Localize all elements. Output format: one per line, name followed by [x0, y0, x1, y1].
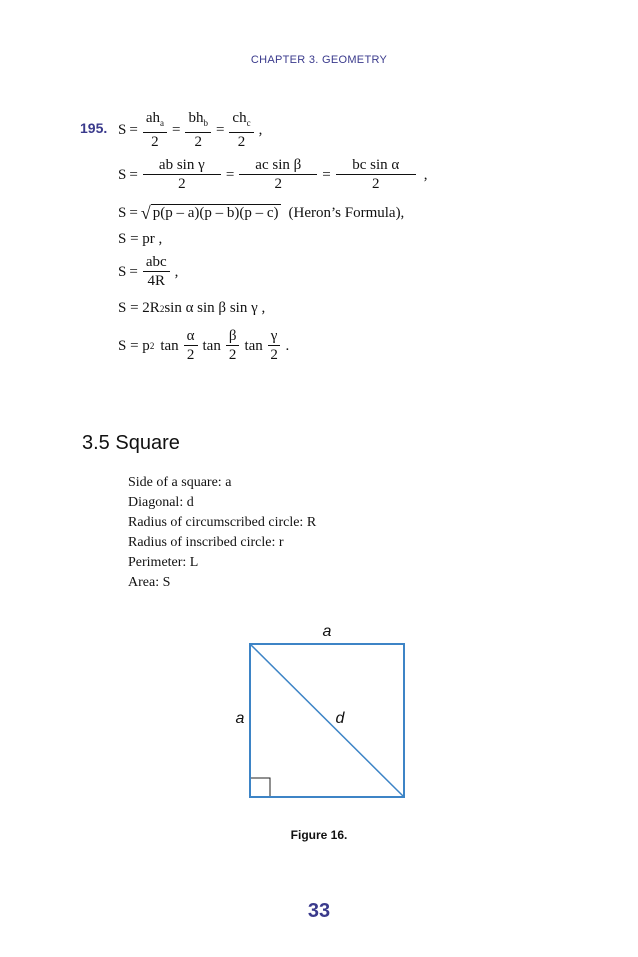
heron-note: (Heron’s Formula),	[288, 204, 405, 221]
right-angle-marker	[251, 778, 270, 796]
label-top-side: a	[322, 623, 332, 640]
definition-item: Diagonal: d	[128, 495, 194, 510]
fraction: $\frac{bh_b}{2}$	[185, 110, 211, 151]
section-title: 3.5 Square	[82, 432, 180, 454]
fraction: $\frac{ch_c}{2}$	[229, 110, 253, 151]
formula-area-inradius: S = pr ,	[118, 231, 163, 247]
definition-item: Side of a square: a	[128, 475, 232, 490]
square-root: √ p(p – a)(p – b)(p – c)	[140, 203, 279, 223]
label-left-side: a	[235, 710, 245, 727]
formula-area-sines-r: S = 2R 2 sin α sin β sin γ ,	[118, 300, 266, 316]
fraction: $\frac{\text{ab sin γ}}{2}$	[143, 157, 221, 193]
formula-heron: S = √ p(p – a)(p – b)(p – c) (Heron’s Formula),	[118, 203, 405, 223]
formula-area-sines: S = $\frac{\text{ab sin γ}}{2}$ = $\frac{\text{ac sin β}}{2}$ = $\frac{\text{bc sin α}}{2}$ ,	[118, 157, 428, 192]
chapter-header: CHAPTER 3. GEOMETRY	[250, 54, 388, 66]
square-diagonal	[250, 644, 404, 797]
formula-area-circumradius: S = $\frac{\text{abc}}{4R}$ ,	[118, 254, 179, 289]
formula-area-tangents: S = p 2 tan $\frac{\alpha}{2}$ tan $\frac{\beta}{2}$ tan $\frac{\gamma}{2}$ .	[118, 328, 290, 363]
page-number: 33	[307, 900, 331, 922]
fraction: $\frac{\text{ac sin β}}{2}$	[239, 157, 317, 193]
problem-number: 195.	[80, 120, 108, 136]
definition-item: Radius of circumscribed circle: R	[128, 515, 317, 530]
label-diagonal: d	[335, 710, 345, 727]
fraction: $\frac{\beta}{2}$	[226, 328, 240, 364]
fraction: $\frac{\gamma}{2}$	[268, 328, 281, 364]
figure-caption: Figure 16.	[290, 828, 348, 842]
fraction: $\frac{\text{abc}}{4R}$	[143, 254, 170, 290]
definition-item: Radius of inscribed circle: r	[128, 535, 284, 550]
formula-lhs: S	[118, 122, 127, 138]
fraction: $\frac{\alpha}{2}$	[184, 328, 198, 364]
formula-area-heights: S = $\frac{ah_a}{2}$ = $\frac{bh_b}{2}$ = $\frac{ch_c}{2}$ ,	[118, 110, 263, 150]
definition-item: Area: S	[128, 575, 171, 590]
fraction: $\frac{\text{bc sin α}}{2}$	[336, 157, 416, 193]
fraction: $\frac{ah_a}{2}$	[143, 110, 167, 151]
definition-item: Perimeter: L	[128, 555, 199, 570]
